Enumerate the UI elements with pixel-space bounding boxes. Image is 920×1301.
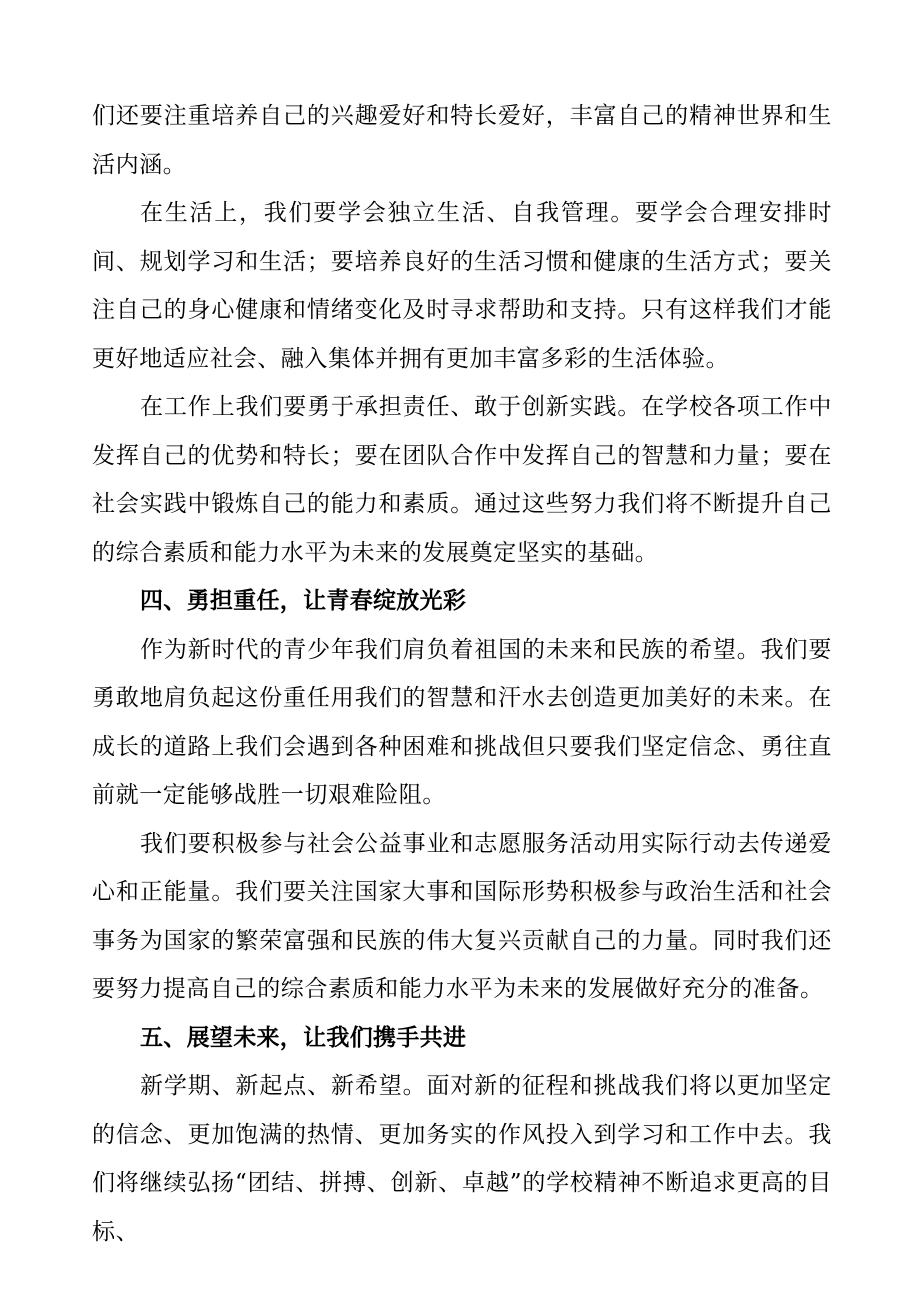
section-heading-4: 四、勇担重任，让青春绽放光彩 bbox=[140, 588, 467, 614]
document-page bbox=[92, 92, 832, 1256]
paragraph-public-service: 我们要积极参与社会公益事业和志愿服务活动用实际行动去传递爱心和正能量。我们要关注国家大事和国际形势积极参与政治生活和社会事务为国家的繁荣富强和民族的伟大复兴贡献自己的力量。同时我们还要努力提高自己的综合素质和能力水平为未来的发展做好充分的准备。 bbox=[92, 830, 832, 1002]
paragraph-life: 在生活上，我们要学会独立生活、自我管理。要学会合理安排时间、规划学习和生活；要培养良好的生活习惯和健康的生活方式；要关注自己的身心健康和情绪变化及时寻求帮助和支持。只有这样我们才能更好地适应社会、融入集体并拥有更加丰富多彩的生活体验。 bbox=[92, 200, 832, 372]
paragraph-work: 在工作上我们要勇于承担责任、敢于创新实践。在学校各项工作中发挥自己的优势和特长；要在团队合作中发挥自己的智慧和力量；要在社会实践中锻炼自己的能力和素质。通过这些努力我们将不断提升自己的综合素质和能力水平为未来的发展奠定坚实的基础。 bbox=[92, 394, 832, 566]
paragraph-interests-continued: 们还要注重培养自己的兴趣爱好和特长爱好，丰富自己的精神世界和生活内涵。 bbox=[92, 103, 832, 178]
section-heading-5: 五、展望未来，让我们携手共进 bbox=[140, 1024, 467, 1051]
paragraph-responsibility: 作为新时代的青少年我们肩负着祖国的未来和民族的希望。我们要勇敢地肩负起这份重任用我们的智慧和汗水去创造更加美好的未来。在成长的道路上我们会遇到各种困难和挑战但只要我们坚定信念、勇往直前就一定能够战胜一切艰难险阻。 bbox=[92, 636, 832, 808]
paragraph-future: 新学期、新起点、新希望。面对新的征程和挑战我们将以更加坚定的信念、更加饱满的热情、更加务实的作风投入到学习和工作中去。我们将继续弘扬“团结、拼搏、创新、卓越”的学校精神不断追求更高的目标、 bbox=[92, 1073, 832, 1245]
